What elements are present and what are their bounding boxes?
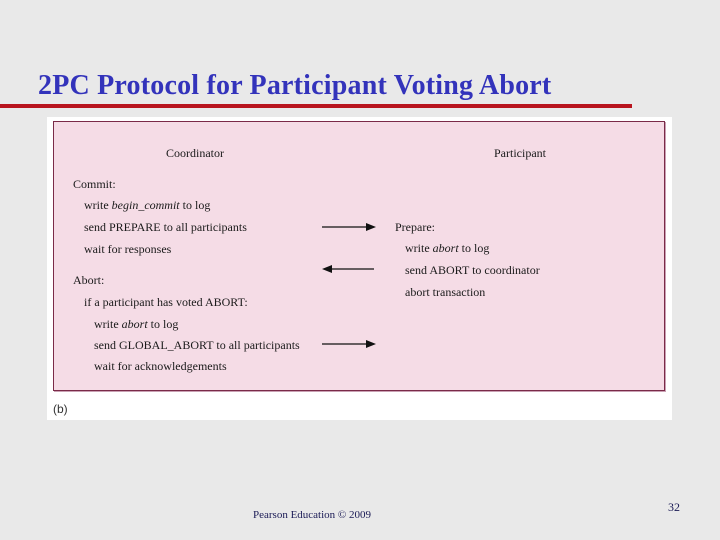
- prepare-step-1: write abort to log: [405, 241, 490, 255]
- page-number: 32: [668, 500, 680, 514]
- arrow-right-icon: [322, 338, 378, 350]
- prepare-step-2: send ABORT to coordinator: [405, 263, 540, 277]
- figure-caption: (b): [53, 402, 68, 416]
- commit-step-2: send PREPARE to all participants: [84, 220, 247, 234]
- participant-header: Participant: [494, 146, 546, 160]
- arrow-right-icon: [322, 221, 378, 233]
- protocol-box: [53, 121, 665, 391]
- commit-step-3: wait for responses: [84, 242, 172, 256]
- title-underline: [0, 104, 632, 108]
- prepare-label: Prepare:: [395, 220, 435, 234]
- abort-label: Abort:: [73, 273, 105, 287]
- coordinator-header: Coordinator: [166, 146, 224, 160]
- abort-condition: if a participant has voted ABORT:: [84, 295, 248, 309]
- prepare-step-3: abort transaction: [405, 285, 486, 299]
- slide-title: 2PC Protocol for Participant Voting Abort: [38, 70, 552, 101]
- abort-step-2: send GLOBAL_ABORT to all participants: [94, 338, 300, 352]
- footer-copyright: Pearson Education © 2009: [253, 509, 372, 521]
- abort-step-3: wait for acknowledgements: [94, 359, 227, 373]
- commit-step-1: write begin_commit to log: [84, 198, 211, 212]
- protocol-figure: [47, 117, 672, 420]
- commit-label: Commit:: [73, 177, 116, 191]
- abort-step-1: write abort to log: [94, 317, 179, 331]
- arrow-left-icon: [320, 263, 376, 275]
